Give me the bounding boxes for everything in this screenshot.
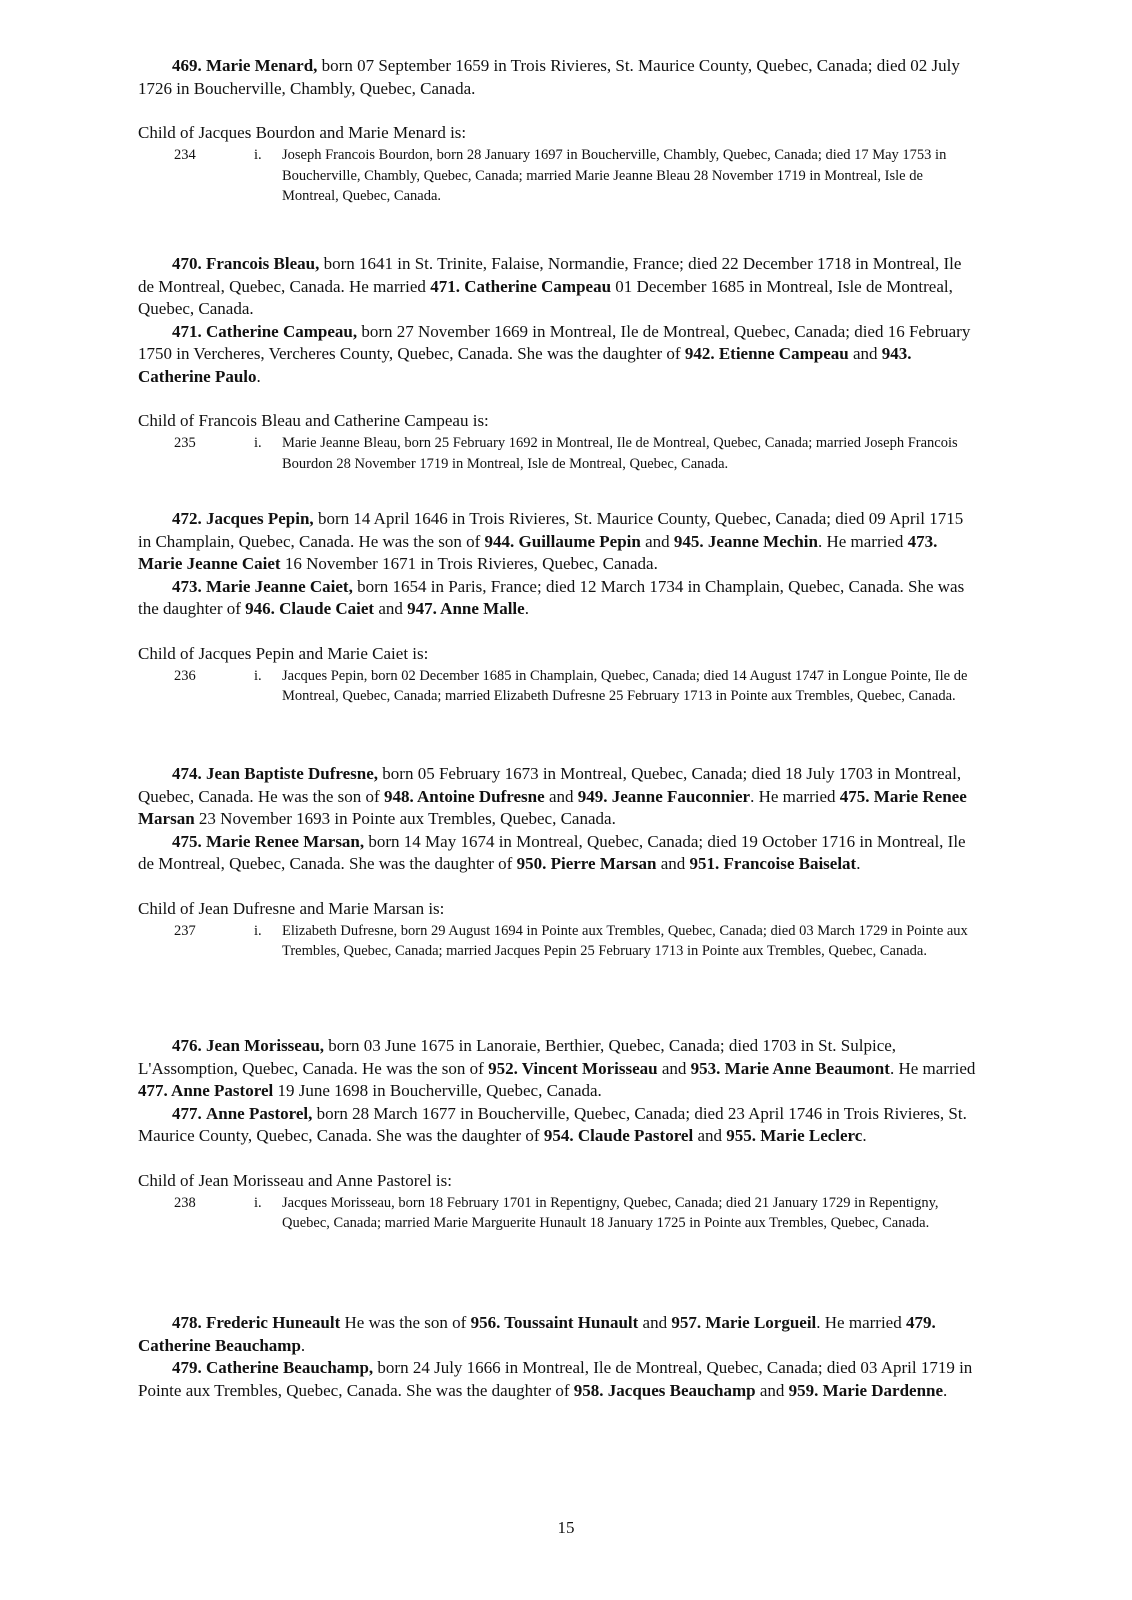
person-details: and — [656, 854, 690, 873]
parent-reference: 954. Claude Pastorel — [543, 1126, 694, 1145]
person-details: . — [524, 599, 529, 618]
person-details: born 24 July 1666 in Montreal, Ile de Montreal, Quebec, Canada; died 03 April 1719 in Pointe aux Trembles, Quebec, Canada. She was the daughter of — [138, 1358, 973, 1400]
person-details: 23 November 1693 in Pointe aux Trembles, Quebec, Canada. — [194, 809, 616, 828]
parent-reference: 945. Jeanne Mechin — [673, 531, 818, 551]
person-paragraph — [138, 831, 976, 876]
entry-476 — [138, 1035, 976, 1234]
person-number: 474. — [172, 764, 202, 783]
person-details: born 1654 in Paris, France; died 12 March 1734 in Champlain, Quebec, Canada. She was the daughter of — [138, 576, 965, 618]
person-details: He was the son of — [340, 1313, 471, 1332]
parent-reference: 944. Guillaume Pepin — [484, 531, 641, 551]
person-paragraph — [138, 253, 976, 321]
parent-reference: 950. Pierre Marsan — [516, 854, 657, 873]
person-name: Catherine Beauchamp, — [206, 1358, 374, 1377]
child-roman: i. — [254, 435, 262, 451]
entry-470 — [138, 253, 976, 474]
spouse-reference: 471. Catherine Campeau — [430, 276, 612, 296]
person-details: . — [256, 366, 261, 386]
child-heading: Child of Jean Morisseau and Anne Pastorel is: — [138, 1170, 452, 1190]
person-details: . — [862, 1126, 867, 1145]
person-number: 475. — [172, 831, 202, 851]
person-details: and — [657, 1058, 691, 1078]
person-number: 476. — [172, 1036, 202, 1055]
entry-469 — [138, 55, 976, 207]
child-row — [138, 1193, 976, 1234]
person-name: Jacques Pepin, — [206, 509, 314, 528]
person-details: born 1641 in St. Trinite, Falaise, Normandie, France; died 22 December 1718 in Montreal, Ile de Montreal, Quebec, Canada. He married — [138, 254, 962, 296]
person-details: born 07 September 1659 in Trois Rivieres, St. Maurice County, Quebec, Canada; died 02 July 1726 in Boucherville, Chambly, Quebec, Canada. — [138, 56, 960, 98]
child-roman: i. — [254, 147, 262, 163]
person-paragraph — [138, 321, 976, 389]
child-heading: Child of Jean Dufresne and Marie Marsan is: — [138, 898, 445, 918]
child-details: Marie Jeanne Bleau, born 25 February 1692 in Montreal, Ile de Montreal, Quebec, Canada; married Joseph Francois Bourdon 28 November 1719 in Montreal, Isle de Montreal, Quebec, Canada. — [282, 435, 958, 472]
person-paragraph — [138, 1312, 976, 1357]
person-number: 472. — [172, 509, 202, 528]
child-row — [138, 921, 976, 962]
person-paragraph — [138, 1357, 976, 1402]
child-roman: i. — [254, 922, 262, 939]
person-number: 478. — [172, 1313, 202, 1332]
child-details: Jacques Morisseau, born 18 February 1701 in Repentigny, Quebec, Canada; died 21 January 1729 in Repentigny, Quebec, Canada; married Marie Marguerite Hunault 18 January 1725 in Pointe aux Trembles, Quebec, Canada. — [282, 1194, 939, 1231]
person-name: Marie Renee Marsan, — [206, 831, 365, 851]
person-details: and — [638, 1313, 672, 1332]
child-number: 234 — [174, 147, 196, 163]
person-name: Marie Jeanne Caiet, — [206, 576, 353, 596]
person-details: . — [300, 1335, 306, 1355]
person-number: 470. — [172, 254, 202, 273]
parent-reference: 958. Jacques Beauchamp — [573, 1380, 756, 1400]
child-number: 237 — [174, 922, 196, 939]
person-details: . — [943, 1380, 948, 1400]
child-roman: i. — [254, 667, 262, 684]
parent-reference: 955. Marie Leclerc — [726, 1126, 863, 1145]
person-number: 471. — [172, 321, 202, 341]
person-paragraph — [138, 1035, 976, 1103]
person-details: born 27 November 1669 in Montreal, Ile de Montreal, Quebec, Canada; died 16 February 1750 in Vercheres, Vercheres County, Quebec, Canada. She was the daughter of — [138, 321, 971, 363]
spouse-reference: 479. Catherine Beauchamp — [138, 1313, 936, 1355]
person-paragraph — [138, 576, 976, 621]
person-details: . He married — [750, 786, 840, 806]
parent-reference: 952. Vincent Morisseau — [488, 1058, 658, 1078]
entry-472 — [138, 508, 976, 707]
person-paragraph — [138, 1103, 976, 1148]
person-name: Frederic Huneault — [206, 1313, 341, 1332]
person-number: 477. — [172, 1103, 202, 1123]
person-details: . He married — [889, 1058, 976, 1078]
child-row — [138, 666, 976, 707]
person-name: Jean Baptiste Dufresne, — [206, 764, 379, 783]
person-details: born 28 March 1677 in Boucherville, Quebec, Canada; died 23 April 1746 in Trois Rivieres, St. Maurice County, Quebec, Canada. She was the daughter of — [138, 1103, 967, 1145]
person-details: born 03 June 1675 in Lanoraie, Berthier, Quebec, Canada; died 1703 in St. Sulpice, L'Assomption, Quebec, Canada. He was the son of — [138, 1036, 897, 1078]
parent-reference: 953. Marie Anne Beaumont — [690, 1058, 890, 1078]
child-details: Jacques Pepin, born 02 December 1685 in Champlain, Quebec, Canada; died 14 August 1747 in Longue Pointe, Ile de Montreal, Quebec, Canada; married Elizabeth Dufresne 25 February 1713 in Pointe aux Trembles, Quebec, Canada. — [282, 667, 968, 704]
person-name: Francois Bleau, — [206, 254, 320, 273]
person-details: born 05 February 1673 in Montreal, Quebec, Canada; died 18 July 1703 in Montreal, Quebec, Canada. He was the son of — [138, 764, 962, 806]
person-details: . He married — [817, 531, 908, 551]
entry-478 — [138, 1312, 976, 1402]
person-paragraph — [138, 763, 976, 831]
person-name: Jean Morisseau, — [206, 1036, 325, 1055]
spouse-reference: 475. Marie Renee Marsan — [138, 786, 967, 828]
parent-reference: 956. Toussaint Hunault — [470, 1313, 639, 1332]
person-details: and — [693, 1126, 727, 1145]
person-details: . He married — [816, 1313, 906, 1332]
person-details: and — [544, 786, 578, 806]
person-details: and — [640, 531, 674, 551]
spouse-reference: 477. Anne Pastorel — [138, 1081, 274, 1100]
person-details: born 14 May 1674 in Montreal, Quebec, Canada; died 19 October 1716 in Montreal, Ile de Montreal, Quebec, Canada. She was the daughter of — [138, 831, 966, 873]
parent-reference: 947. Anne Malle — [407, 599, 525, 618]
parent-reference: 942. Etienne Campeau — [684, 344, 849, 363]
parent-reference: 957. Marie Lorgueil — [671, 1313, 817, 1332]
child-heading: Child of Jacques Bourdon and Marie Menard is: — [138, 123, 467, 142]
parent-reference: 949. Jeanne Fauconnier — [577, 786, 751, 806]
spouse-reference: 473. Marie Jeanne Caiet — [138, 531, 938, 573]
child-heading: Child of Jacques Pepin and Marie Caiet is: — [138, 643, 429, 663]
child-number: 235 — [174, 435, 196, 451]
parent-reference: 951. Francoise Baiselat — [689, 854, 857, 873]
child-row — [138, 433, 976, 474]
person-details: 19 June 1698 in Boucherville, Quebec, Canada. — [273, 1081, 602, 1100]
child-number: 238 — [174, 1194, 196, 1211]
parent-reference: 943. Catherine Paulo — [138, 344, 912, 386]
person-name: Marie Menard, — [206, 56, 318, 75]
child-row — [138, 145, 976, 207]
person-number: 469. — [172, 56, 202, 75]
parent-reference: 959. Marie Dardenne — [788, 1380, 944, 1400]
child-number: 236 — [174, 667, 196, 684]
parent-reference: 948. Antoine Dufresne — [383, 786, 545, 806]
person-details: and — [374, 599, 408, 618]
person-details: born 14 April 1646 in Trois Rivieres, St. Maurice County, Quebec, Canada; died 09 April 1715 in Champlain, Quebec, Canada. He was the son of — [138, 509, 964, 551]
entry-474 — [138, 763, 976, 962]
person-number: 473. — [172, 576, 202, 596]
person-name: Anne Pastorel, — [206, 1103, 313, 1123]
person-details: and — [755, 1380, 789, 1400]
child-heading: Child of Francois Bleau and Catherine Campeau is: — [138, 411, 489, 430]
person-details: 16 November 1671 in Trois Rivieres, Quebec, Canada. — [280, 554, 658, 573]
person-number: 479. — [172, 1358, 202, 1377]
child-roman: i. — [254, 1194, 262, 1211]
page-number: 15 — [557, 1518, 575, 1537]
person-paragraph — [138, 508, 976, 576]
person-name: Catherine Campeau, — [206, 321, 358, 341]
person-details: and — [848, 344, 882, 363]
person-details: 01 December 1685 in Montreal, Isle de Montreal, Quebec, Canada. — [138, 276, 953, 318]
person-details: . — [856, 854, 861, 873]
child-details: Elizabeth Dufresne, born 29 August 1694 in Pointe aux Trembles, Quebec, Canada; died 03 March 1729 in Pointe aux Trembles, Quebec, Canada; married Jacques Pepin 25 February 1713 in Pointe aux Trembles, Quebec, Canada. — [282, 922, 968, 959]
parent-reference: 946. Claude Caiet — [245, 599, 375, 618]
person-paragraph — [138, 55, 976, 100]
child-details: Joseph Francois Bourdon, born 28 January 1697 in Boucherville, Chambly, Quebec, Canada; died 17 May 1753 in Boucherville, Chambly, Quebec, Canada; married Marie Jeanne Bleau 28 November 1719 in Montreal, Isle de Montreal, Quebec, Canada. — [282, 147, 947, 204]
